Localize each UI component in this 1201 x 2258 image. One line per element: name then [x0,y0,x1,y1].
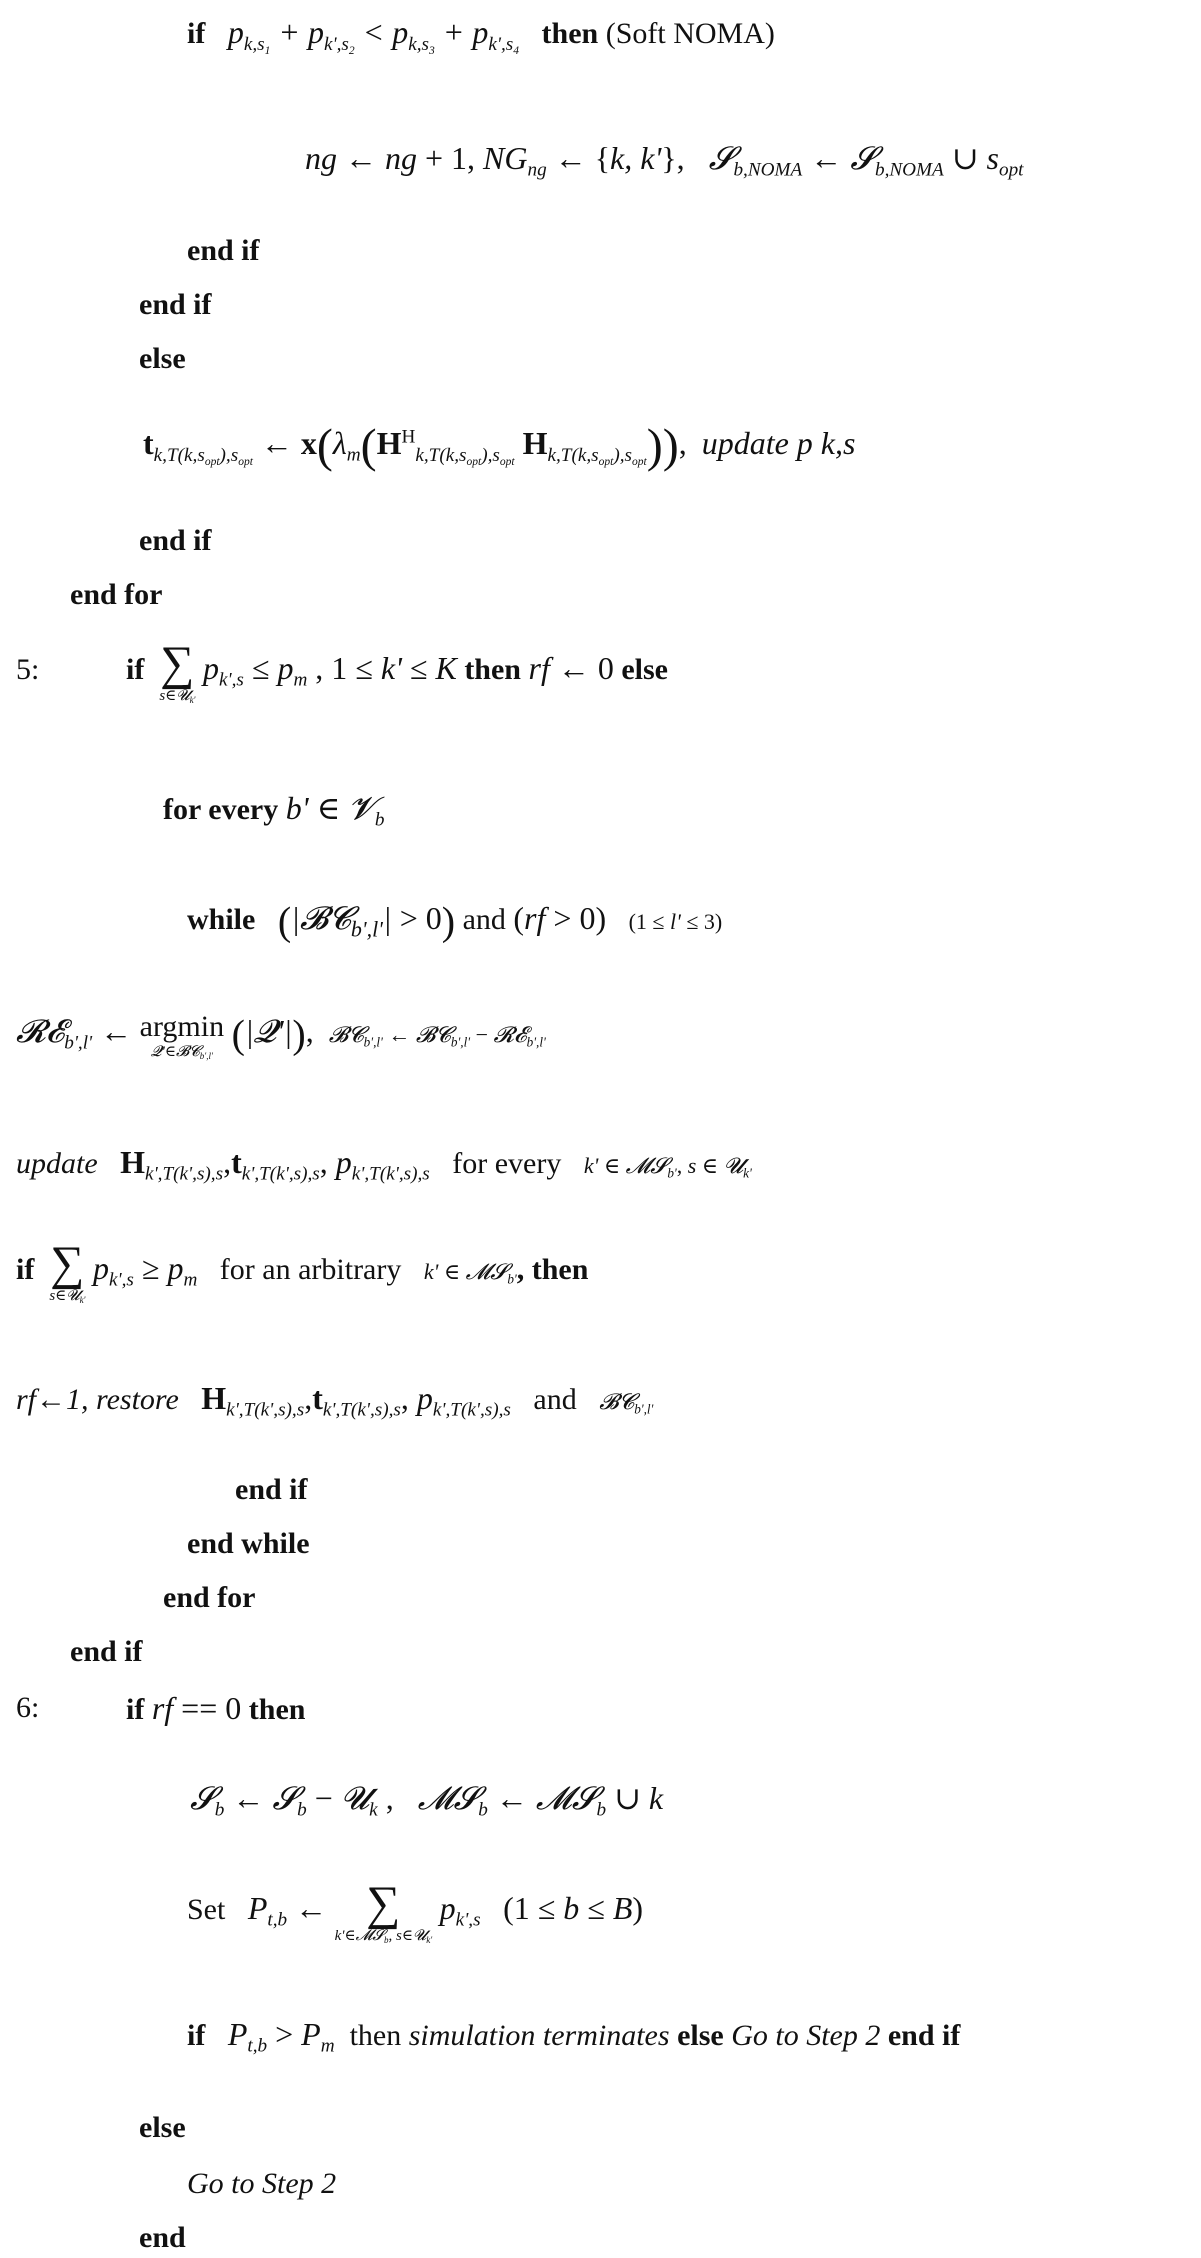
line-ng-update [305,140,1024,181]
keyword-then: then [248,1693,306,1726]
termination-line [187,2016,961,2057]
while-line [187,898,723,944]
keyword-if: if [126,652,145,686]
step-number-6: 6: [16,1691,40,1724]
keyword-then: then [464,652,521,686]
line-soft-noma-condition [187,14,775,57]
rf-one: rf←1, [16,1383,89,1416]
for-every-line [163,790,385,831]
keyword-else: else [621,652,668,686]
if-arbitrary-line [16,1237,589,1306]
keyword-if: if [16,1252,35,1286]
total-power-lhs: $P_{t,b}$ ← [247,1889,328,1931]
power-constraint: $p_{k',s} \le p_m$ , 1 ≤ k' ≤ K [202,649,457,691]
b-range: (1 ≤ b ≤ B) [503,1889,644,1926]
else-1: else [139,342,186,375]
step-5-condition [126,637,668,706]
set-word: Set [187,1892,226,1926]
update-word: update [16,1147,98,1180]
rf-equals-zero: rf == 0 [151,1690,242,1726]
keyword-else: else [677,2019,724,2052]
restore-word: restore [96,1383,179,1416]
step-number-5: 5: [16,653,40,686]
goto-step-2: Go to Step 2 [731,2019,881,2052]
end-if-5: end if [70,1635,143,1668]
restore-vars: $H_{k',T(k',s),s},t_{k',T(k',s),s}$, $p_{k',T(k',s),s}$ [201,1380,511,1421]
end-while: end while [187,1527,310,1560]
end-if-2: end if [139,288,212,321]
re-assignment: 𝓡𝓔$_{b',l'}$ ← [16,1012,133,1054]
update-vars: $H_{k',T(k',s),s},t_{k',T(k',s),s}$, $p_{k',T(k',s),s}$ [120,1144,430,1185]
sum-symbol: ∑ s∈𝓤$_{k'}$ [159,637,196,706]
step-6-line [16,1690,39,1726]
end-for-2: end for [163,1581,256,1614]
and-text: and [533,1383,577,1416]
argmin-arg: (|𝓠'|), [231,1011,314,1057]
step-5-line [16,652,39,688]
sum-symbol: ∑ k'∈𝓜𝓢$_b$, s∈𝓤$_{k'}$ [334,1877,433,1946]
arbitrary-text: for an arbitrary [219,1252,402,1286]
end-if-1: end if [187,234,260,267]
total-power-rhs: $p_{k',s}$ [439,1889,481,1931]
bc-nonempty: (|𝓑𝓒$_{b',l'}$| > 0) [277,898,456,944]
end-for-1: end for [70,578,163,611]
rf-zero: rf ← 0 [528,649,614,686]
then-text: then [349,2019,402,2052]
l-range: (1 ≤ l' ≤ 3) [628,909,723,934]
goto-step-2-final: Go to Step 2 [187,2167,337,2200]
argmin-operator: argmin 𝓠'∈𝓑𝓒$_{b',l'}$ [139,1010,225,1062]
keyword-if: if [126,1693,145,1726]
keyword-and: and [462,903,506,936]
line-t-update [143,419,856,473]
set-power-line [187,1877,644,1946]
keyword-while: while [187,903,256,936]
end-if-3: end if [139,524,212,557]
set-update-formula: 𝓢$_b$ ← 𝓢$_b$ − 𝓤$_k$ , 𝓜𝓢$_b$ ← 𝓜𝓢$_b$ ∪ k [190,1780,664,1821]
t-update-formula: $t_{k,T(k,s_{opt}),s_{opt}}$ ← $x(\lambda_m(H^H_{k,T(k,s_{opt}),s_{opt}}$ $H_{k,T(k,s_{opt}),s_{opt}}$)), [143,419,687,473]
keyword-then: then [541,17,599,50]
ng-update-formula: ng ← ng + 1, $NG_{ng}$ ← {k, k'}, 𝓢$_{b,NOMA}$ ← 𝓢$_{b,NOMA}$ ∪ $s_{opt}$ [305,140,1024,181]
sum-symbol: ∑ s∈𝓤$_{k'}$ [49,1237,86,1306]
soft-noma-label: (Soft NOMA) [605,17,775,50]
keyword-for-every: for every [163,793,279,826]
update-line [16,1144,752,1184]
update-domain: k' ∈ 𝓜𝓢$_{b'}$, s ∈ 𝓤$_{k'}$ [583,1153,752,1181]
update-pks: update p k,s [701,425,856,461]
power-exceeds: $p_{k',s} \ge p_m$ [92,1249,198,1291]
end-if-4: end if [235,1473,308,1506]
noma-inequality: $p_{k,s_1} + p_{k',s_2} < p_{k,s_3} + p_{k',s_4}$ [227,14,520,57]
power-limit-check: $P_{t,b} > P_m$ [227,2016,335,2057]
simulation-terminates: simulation terminates [408,2019,670,2052]
else-2: else [139,2111,186,2144]
bc-restore: 𝓑𝓒$_{b',l'}$ [599,1389,654,1417]
restore-line [16,1380,653,1420]
for-every-text: for every [452,1147,562,1180]
end-final: end [139,2221,186,2254]
keyword-then: , then [516,1252,589,1286]
bc-update: 𝓑𝓒$_{b',l'}$ ← 𝓑𝓒$_{b',l'}$ − 𝓡𝓔$_{b',l'}$ [328,1021,546,1050]
b-prime-set: b' ∈ 𝓥$_b$ [285,790,385,831]
rf-positive: (rf > 0) [513,900,607,936]
arbitrary-domain: k' ∈ 𝓜𝓢$_{b'}$ [423,1258,517,1287]
keyword-if: if [187,2019,206,2052]
keyword-end-if: end if [887,2019,961,2052]
set-update-line [190,1780,664,1821]
keyword-if: if [187,17,206,50]
step-6-condition [126,1690,305,1728]
re-argmin-line [16,1010,546,1060]
